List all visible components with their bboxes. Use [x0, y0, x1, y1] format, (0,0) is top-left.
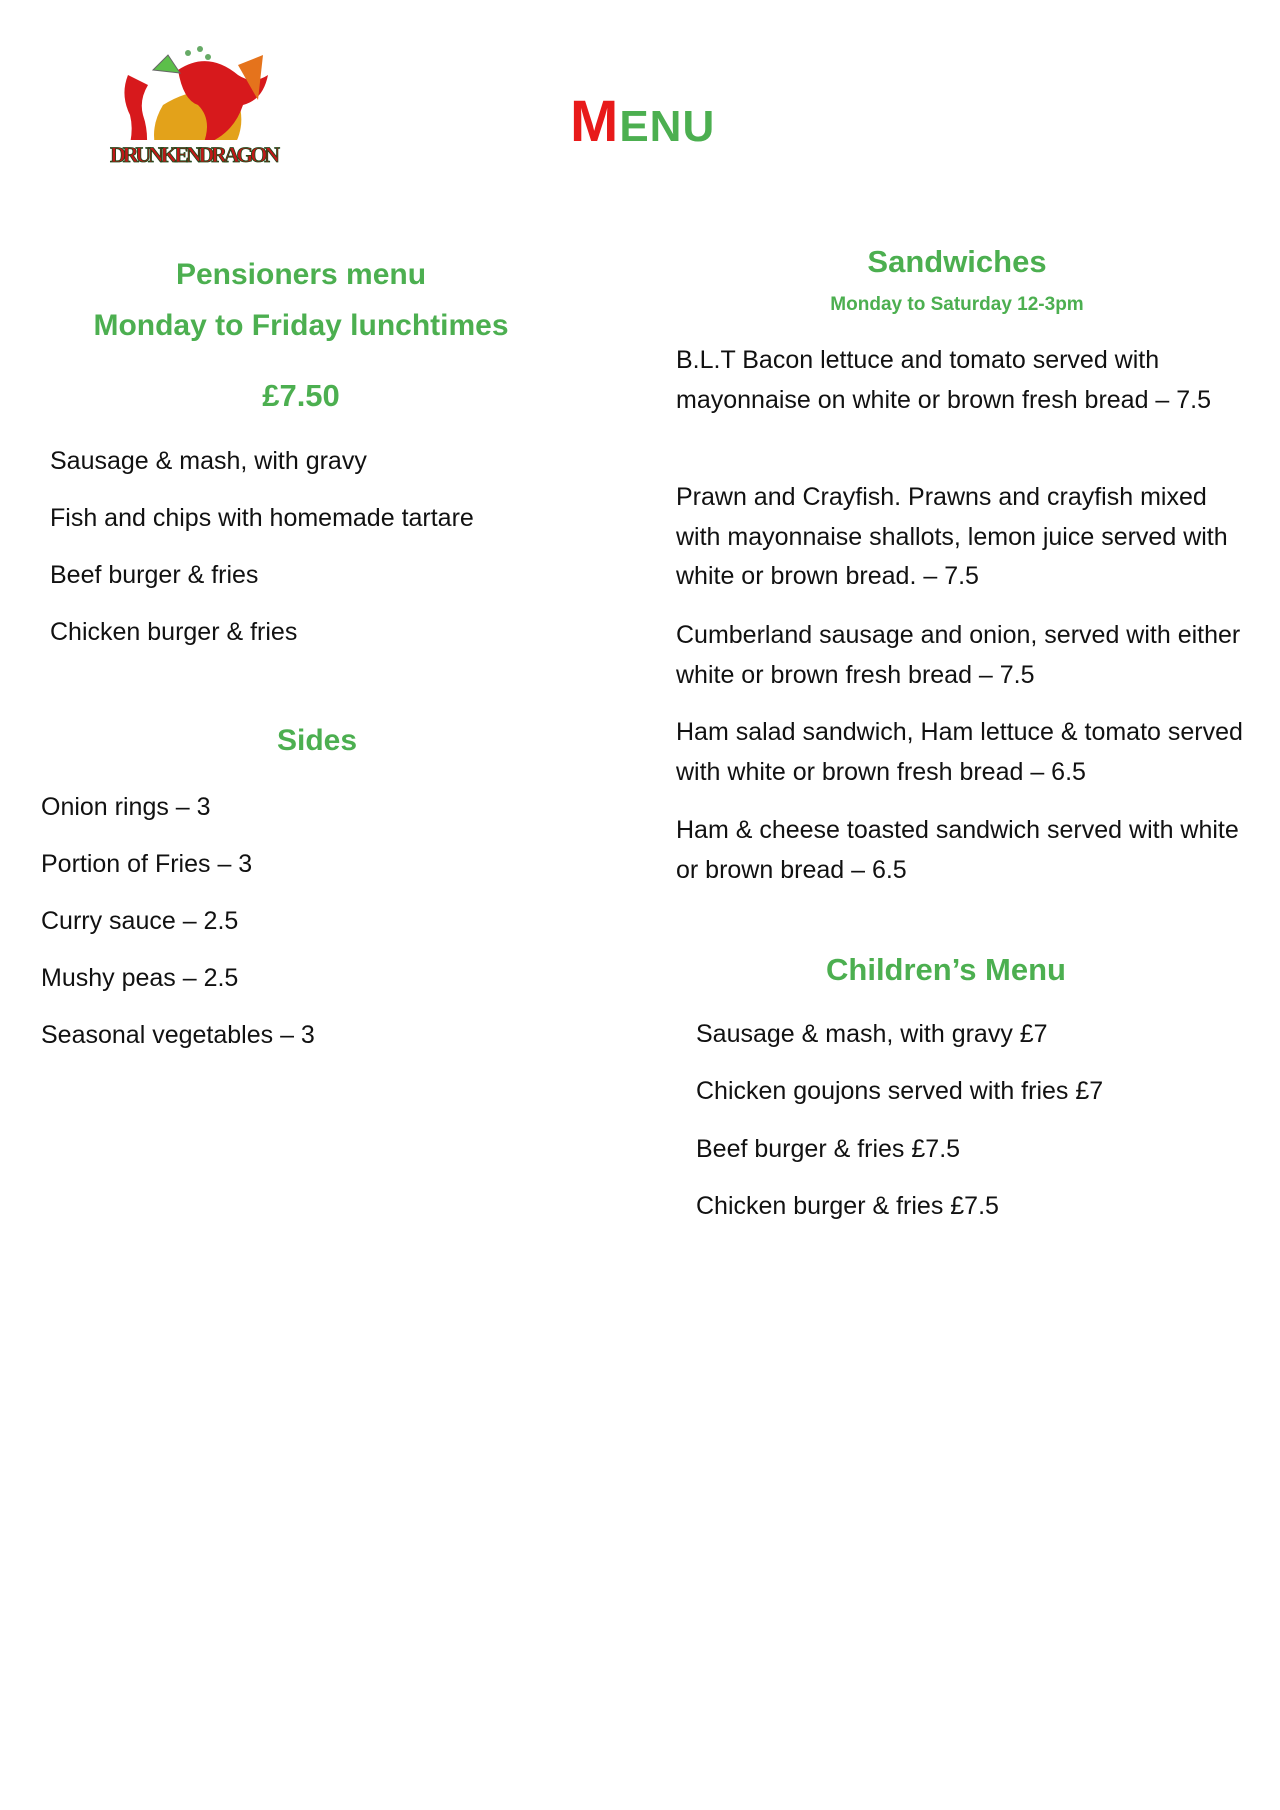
- pensioners-item: Beef burger & fries: [50, 561, 259, 589]
- childrens-item: Chicken goujons served with fries £7: [696, 1077, 1104, 1105]
- sides-item: Portion of Fries – 3: [41, 850, 253, 878]
- pensioners-item: Fish and chips with homemade tartare: [50, 504, 474, 532]
- sides-item: Mushy peas – 2.5: [41, 964, 239, 992]
- sandwich-item: Prawn and Crayfish. Prawns and crayfish mixed with mayonnaise shallots, lemon juice served with white or brown bread. – 7.5: [676, 483, 1228, 590]
- title-first-letter: M: [570, 89, 620, 154]
- pensioners-heading: Pensioners menu: [175, 258, 427, 291]
- title-rest: ENU: [619, 102, 716, 151]
- sides-heading: Sides: [276, 724, 358, 757]
- sandwich-item: Cumberland sausage and onion, served with either white or brown fresh bread – 7.5: [676, 621, 1241, 689]
- sides-item: Seasonal vegetables – 3: [41, 1021, 315, 1049]
- sides-item: Onion rings – 3: [41, 793, 211, 821]
- sides-item: Curry sauce – 2.5: [41, 907, 239, 935]
- svg-text:DRUNKENDRAGON: DRUNKENDRAGON: [110, 142, 280, 167]
- pensioners-item: Sausage & mash, with gravy: [50, 447, 367, 475]
- page-title: [570, 88, 715, 155]
- dragon-icon: [108, 45, 283, 170]
- sandwich-item: Ham & cheese toasted sandwich served with white or brown bread – 6.5: [676, 816, 1239, 884]
- sandwiches-heading: Sandwiches: [867, 244, 1047, 279]
- childrens-menu-heading: Children’s Menu: [826, 952, 1066, 987]
- sandwiches-subheading: Monday to Saturday 12-3pm: [830, 294, 1084, 315]
- childrens-item: Chicken burger & fries £7.5: [696, 1192, 999, 1220]
- childrens-item: Sausage & mash, with gravy £7: [696, 1020, 1048, 1048]
- drunken-dragon-logo: [108, 45, 283, 170]
- pensioners-subheading: Monday to Friday lunchtimes: [93, 309, 509, 342]
- sandwich-item: B.L.T Bacon lettuce and tomato served with mayonnaise on white or brown fresh bread – 7.5: [676, 346, 1212, 414]
- pensioners-price: £7.50: [262, 378, 340, 413]
- sandwich-item: Ham salad sandwich, Ham lettuce & tomato served with white or brown fresh bread – 6.5: [676, 718, 1243, 786]
- childrens-item: Beef burger & fries £7.5: [696, 1135, 961, 1163]
- pensioners-item: Chicken burger & fries: [50, 618, 298, 646]
